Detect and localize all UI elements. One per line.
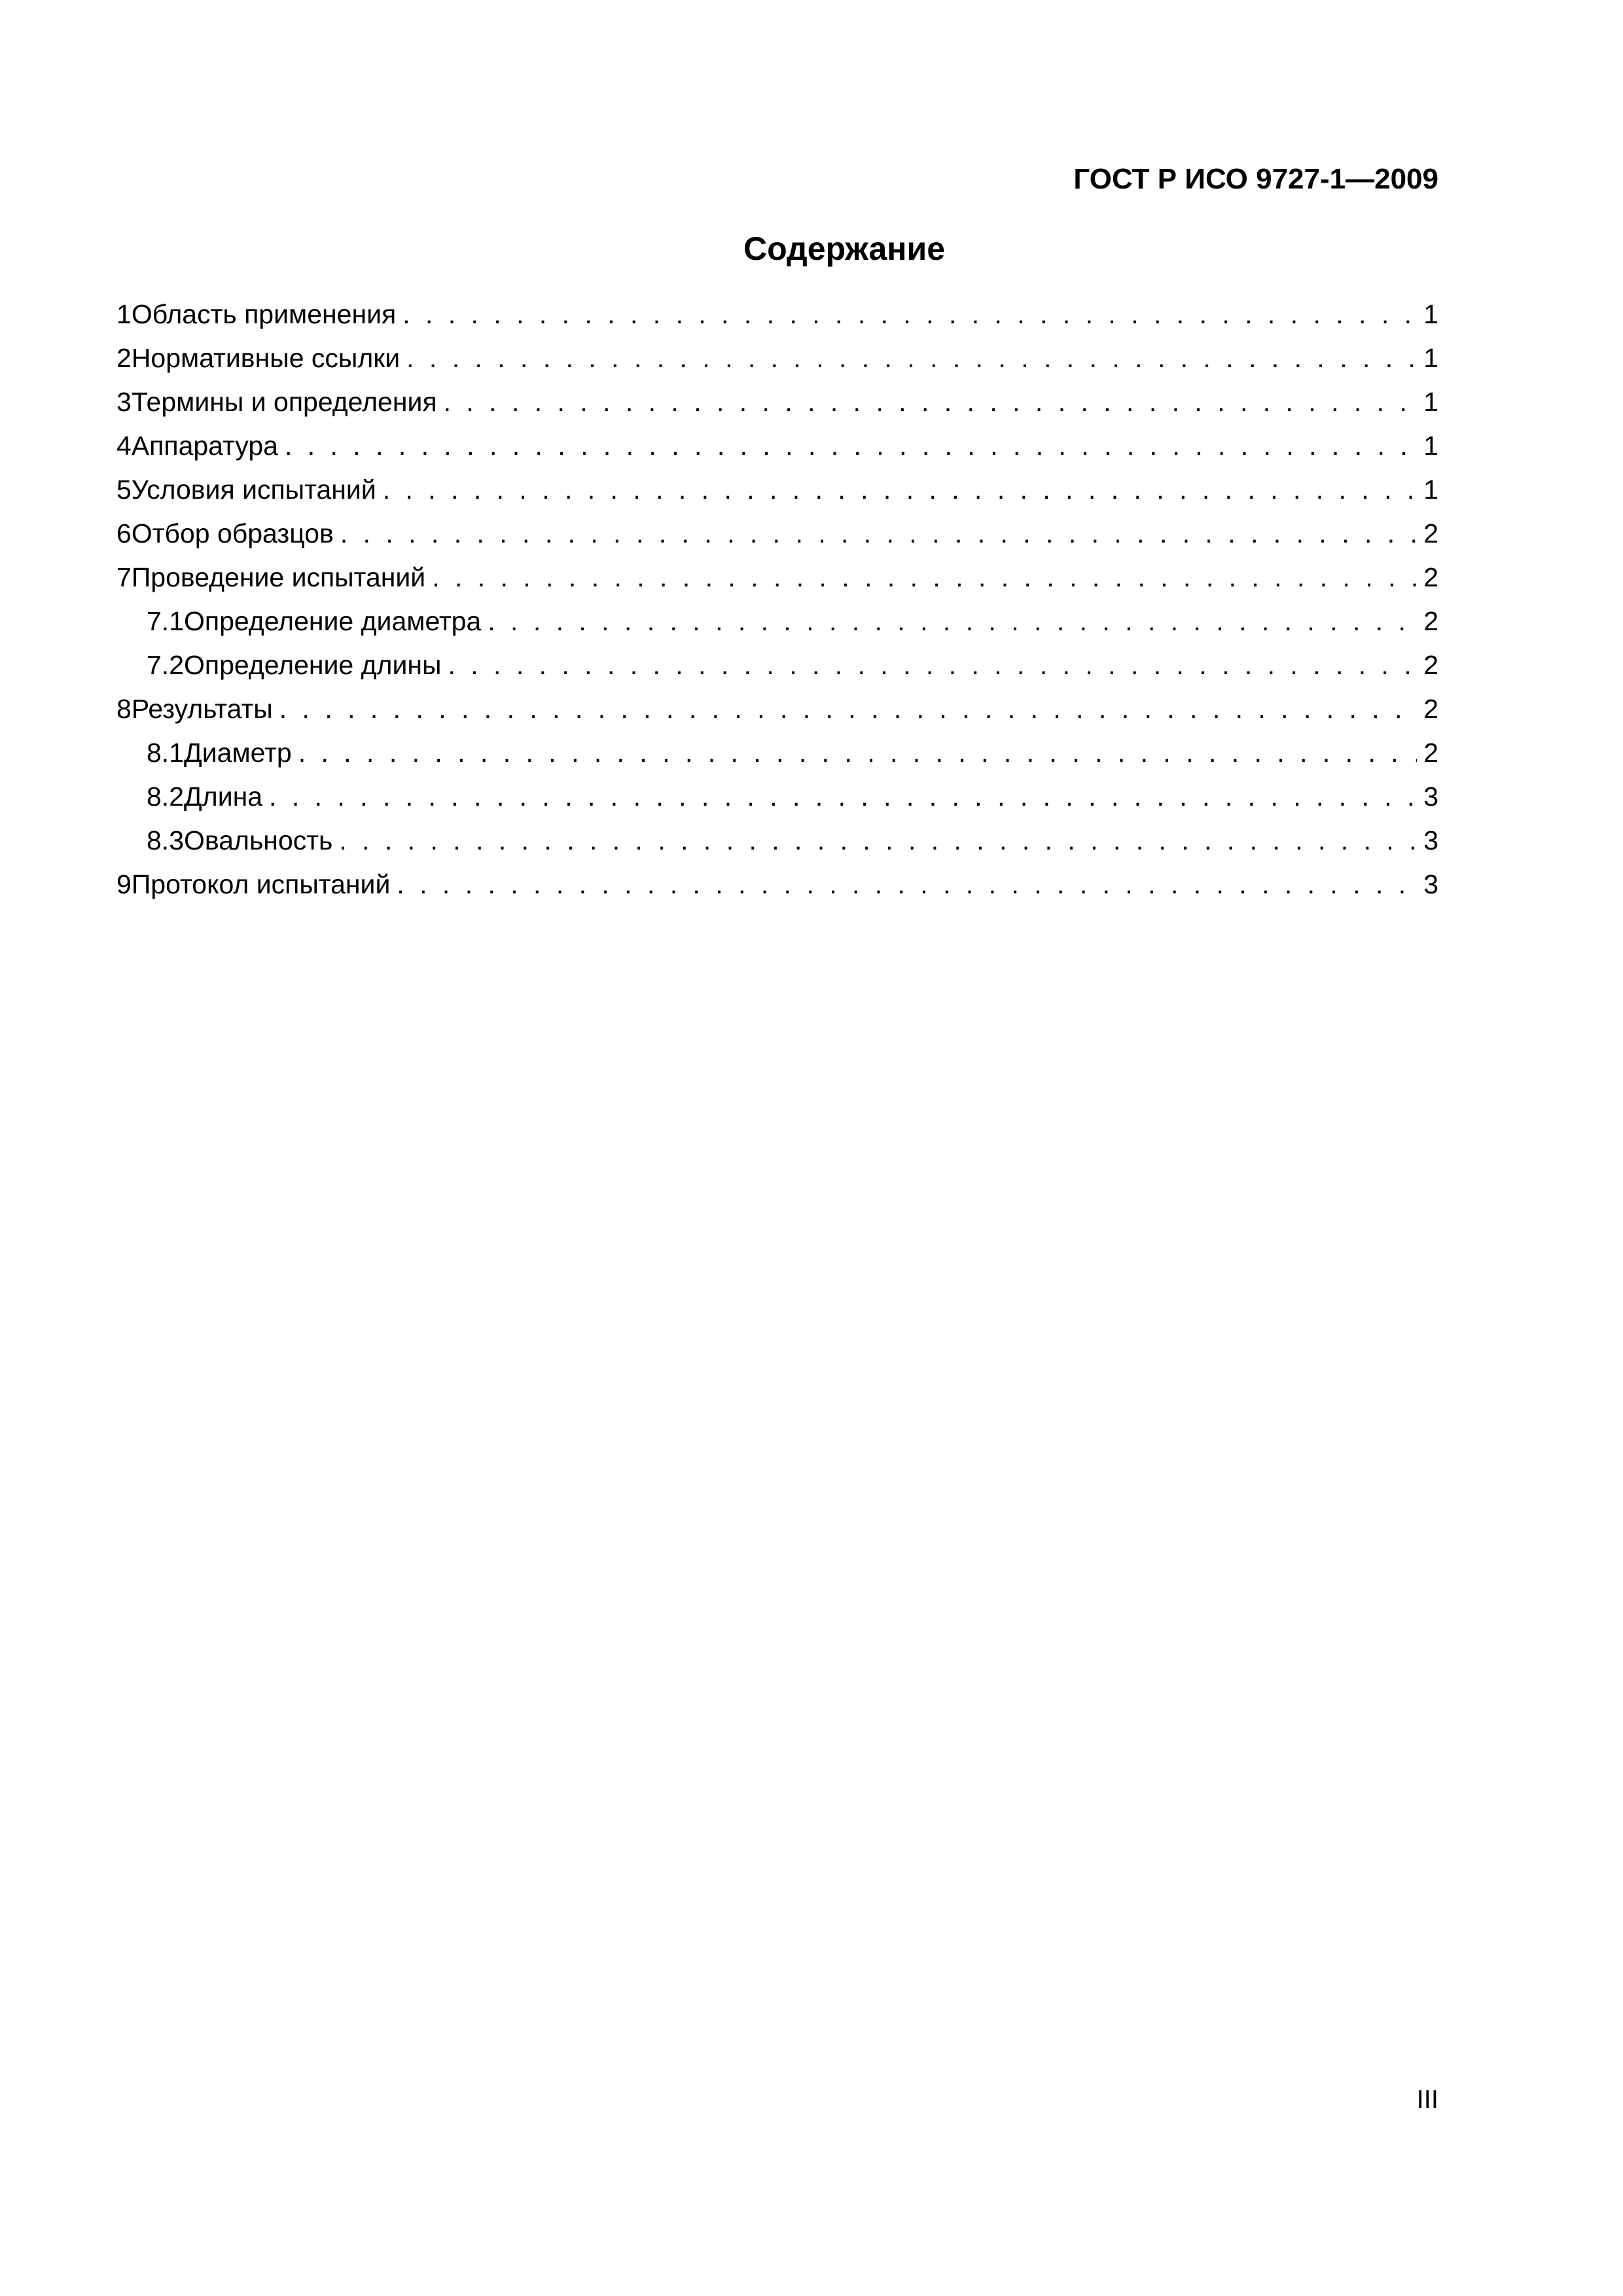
- toc-entry-label: Длина: [184, 781, 263, 812]
- toc-entry-label: Овальность: [184, 825, 333, 855]
- toc-entry-label: Результаты: [131, 694, 273, 724]
- toc-entry-8-1[interactable]: [116, 737, 1438, 781]
- toc-entry-number: 3: [116, 387, 132, 417]
- toc-entry-page: 2: [1423, 650, 1438, 680]
- toc-entry-8-2[interactable]: [116, 781, 1438, 825]
- toc-entry-label: Аппаратура: [131, 431, 278, 461]
- table-of-contents: [116, 298, 1438, 912]
- toc-entry-7-2[interactable]: [116, 649, 1438, 693]
- toc-entry-1[interactable]: [116, 298, 1438, 342]
- toc-entry-label: Определение длины: [184, 650, 442, 680]
- dot-leader: [269, 781, 1417, 813]
- toc-entry-number: 8.1: [147, 738, 184, 768]
- toc-entry-number: 1: [116, 299, 132, 329]
- toc-entry-label: Термины и определения: [131, 387, 437, 417]
- toc-entry-6[interactable]: [116, 518, 1438, 562]
- dot-leader: [340, 518, 1417, 550]
- toc-entry-4[interactable]: [116, 430, 1438, 474]
- toc-entry-label: Протокол испытаний: [131, 869, 391, 899]
- toc-entry-page: 3: [1423, 781, 1438, 812]
- toc-entry-3[interactable]: [116, 386, 1438, 430]
- dot-leader: [406, 342, 1417, 374]
- dot-leader: [448, 649, 1417, 681]
- toc-entry-number: 5: [116, 475, 132, 505]
- toc-entry-7-1[interactable]: [116, 605, 1438, 649]
- toc-entry-page: 2: [1423, 606, 1438, 636]
- toc-entry-number: 7.1: [147, 606, 184, 636]
- dot-leader: [279, 693, 1417, 725]
- toc-entry-number: 8.2: [147, 781, 184, 812]
- toc-entry-number: 7.2: [147, 650, 184, 680]
- toc-entry-page: 3: [1423, 825, 1438, 855]
- toc-entry-8-3[interactable]: [116, 825, 1438, 869]
- toc-entry-number: 4: [116, 431, 132, 461]
- toc-entry-label: Проведение испытаний: [131, 562, 426, 592]
- toc-entry-page: 1: [1423, 431, 1438, 461]
- toc-entry-2[interactable]: [116, 342, 1438, 386]
- toc-entry-page: 2: [1423, 562, 1438, 592]
- toc-entry-number: 6: [116, 518, 132, 548]
- toc-entry-label: Определение диаметра: [184, 606, 482, 636]
- toc-entry-page: 1: [1423, 299, 1438, 329]
- toc-title: Содержание: [743, 230, 946, 267]
- toc-entry-page: 1: [1423, 387, 1438, 417]
- toc-entry-number: 2: [116, 343, 132, 373]
- toc-entry-label: Область применения: [131, 299, 397, 329]
- toc-entry-8[interactable]: [116, 693, 1438, 737]
- toc-entry-page: 2: [1423, 738, 1438, 768]
- toc-entry-page: 2: [1423, 518, 1438, 548]
- dot-leader: [488, 605, 1417, 637]
- toc-entry-label: Нормативные ссылки: [131, 343, 401, 373]
- toc-entry-page: 1: [1423, 343, 1438, 373]
- toc-entry-page: 2: [1423, 694, 1438, 724]
- toc-entry-number: 7: [116, 562, 132, 592]
- dot-leader: [339, 825, 1417, 857]
- toc-entry-number: 8: [116, 694, 132, 724]
- dot-leader: [432, 562, 1417, 594]
- dot-leader: [285, 430, 1417, 462]
- toc-entry-number: 8.3: [147, 825, 184, 855]
- dot-leader: [298, 737, 1418, 769]
- dot-leader: [402, 298, 1417, 331]
- toc-entry-7[interactable]: [116, 562, 1438, 605]
- toc-entry-9[interactable]: [116, 869, 1438, 912]
- toc-entry-label: Отбор образцов: [131, 518, 334, 548]
- dot-leader: [397, 869, 1417, 901]
- dot-leader: [383, 474, 1417, 506]
- toc-entry-5[interactable]: [116, 474, 1438, 518]
- toc-entry-page: 3: [1423, 869, 1438, 899]
- toc-entry-label: Диаметр: [184, 738, 292, 768]
- toc-entry-page: 1: [1423, 475, 1438, 505]
- document-code: ГОСТ Р ИСО 9727-1—2009: [1073, 163, 1438, 195]
- page-number: III: [1416, 2085, 1438, 2114]
- toc-entry-label: Условия испытаний: [131, 475, 376, 505]
- dot-leader: [444, 386, 1418, 418]
- toc-entry-number: 9: [116, 869, 132, 899]
